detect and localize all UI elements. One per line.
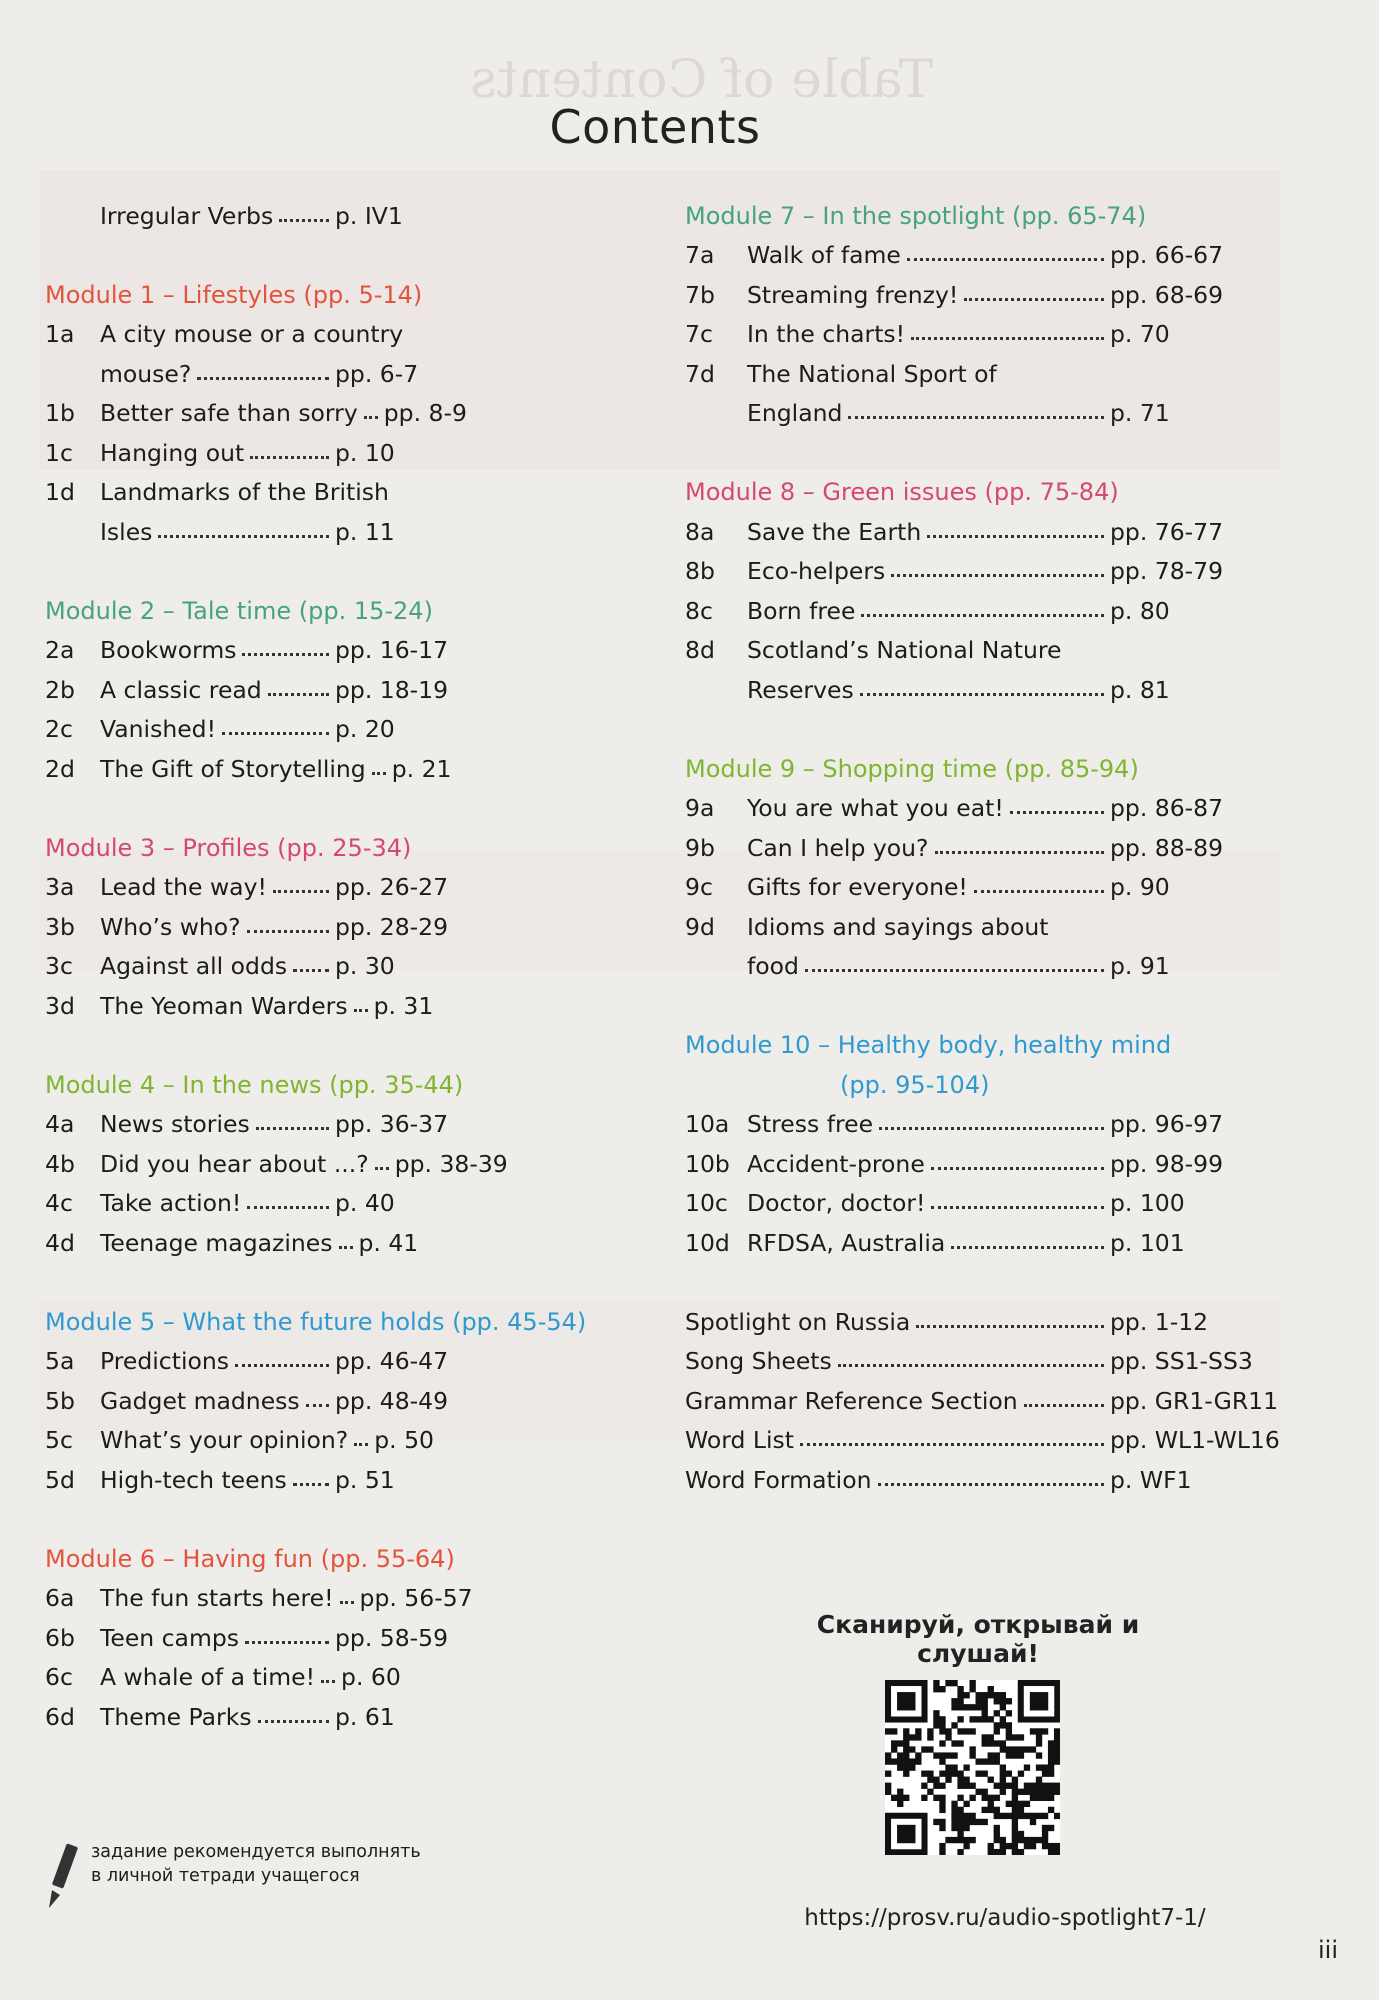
lesson-title: Scotland’s National Nature [747, 636, 1062, 664]
toc-entry[interactable] [685, 309, 1260, 349]
lesson-title: The Gift of Storytelling [100, 754, 366, 783]
dot-leader [293, 1483, 329, 1486]
page-ref: p. 70 [1110, 320, 1170, 348]
spacer [685, 427, 1260, 467]
page-ref: pp. 38-39 [394, 1149, 508, 1178]
dot-leader [911, 337, 1104, 340]
page-ref: p. 40 [335, 1189, 395, 1217]
lesson-title: Streaming frenzy! [747, 280, 959, 309]
lesson-title: food [747, 952, 799, 980]
lesson-code: 8b [685, 557, 715, 585]
lesson-code: 1d [45, 478, 75, 506]
toc-entry[interactable] [685, 269, 1260, 309]
lesson-code: 8a [685, 517, 715, 546]
lesson-code: 2b [45, 675, 75, 704]
dot-leader [974, 890, 1104, 893]
lesson-title: A classic read [100, 675, 262, 704]
toc-entry[interactable] [685, 1138, 1260, 1178]
toc-entry[interactable] [45, 1375, 465, 1415]
lesson-title: Eco-helpers [747, 557, 886, 585]
page-ref: p. 80 [1110, 596, 1170, 625]
toc-entry[interactable] [45, 309, 465, 349]
lesson-title: England [747, 399, 843, 427]
toc-entry[interactable] [685, 941, 1260, 981]
left-column [45, 190, 587, 1731]
toc-entry[interactable] [45, 1099, 465, 1139]
lesson-title: Gadget madness [100, 1386, 300, 1415]
lesson-title: Stress free [747, 1110, 874, 1138]
toc-entry[interactable] [685, 862, 1260, 902]
module-heading[interactable]: Module 2 – Tale time (pp. 15-24) [45, 596, 433, 625]
dot-leader [197, 377, 329, 380]
toc-entry[interactable] [685, 664, 1260, 704]
spacer [685, 1257, 1260, 1297]
page-ref: pp. 88-89 [1110, 833, 1224, 862]
lesson-title: Gifts for everyone! [747, 873, 968, 901]
lesson-code: 1b [45, 399, 75, 427]
toc-entry[interactable] [685, 585, 1260, 625]
module-heading[interactable]: Module 1 – Lifestyles (pp. 5-14) [45, 280, 423, 309]
lesson-title: Theme Parks [100, 1702, 252, 1731]
page-ref: pp. 76-77 [1110, 517, 1224, 546]
lesson-title: Take action! [100, 1189, 242, 1217]
ghost-title: Table of Contents [470, 50, 934, 110]
page-ref: pp. 78-79 [1110, 557, 1224, 585]
lesson-title: Born free [747, 596, 856, 625]
toc-entry[interactable] [685, 1217, 1260, 1257]
lesson-code: 10a [685, 1110, 730, 1138]
lesson-title: A city mouse or a country [100, 320, 404, 348]
toc-entry[interactable] [45, 1691, 465, 1731]
dot-leader [235, 1364, 329, 1367]
lesson-title: You are what you eat! [747, 794, 1004, 822]
dot-leader [860, 693, 1104, 696]
lesson-code: 8c [685, 596, 713, 625]
dot-leader [340, 1601, 354, 1604]
page-ref: pp. SS1-SS3 [1110, 1347, 1253, 1375]
qr-code[interactable] [885, 1680, 1060, 1855]
page-ref: pp. 28-29 [335, 912, 449, 941]
lesson-title: Lead the way! [100, 873, 267, 901]
page-title: Contents [549, 100, 761, 154]
lesson-code: 3b [45, 912, 75, 941]
page-ref: pp. 18-19 [335, 675, 449, 704]
dot-leader [250, 456, 329, 459]
lesson-code: 7d [685, 359, 715, 388]
toc-entry[interactable] [685, 1375, 1279, 1415]
page-ref: pp. 6-7 [335, 359, 419, 388]
spacer [45, 1494, 465, 1534]
dot-leader [258, 1720, 329, 1723]
lesson-title: Who’s who? [100, 912, 241, 941]
page-ref: pp. WL1-WL16 [1110, 1426, 1280, 1454]
lesson-code: 2a [45, 636, 75, 664]
spacer [45, 783, 465, 823]
lesson-code: 7a [685, 241, 715, 269]
toc-entry[interactable] [45, 901, 465, 941]
lesson-code: 9a [685, 794, 715, 822]
page-ref: pp. 16-17 [335, 636, 449, 664]
page-ref: p. 21 [391, 754, 452, 783]
lesson-title: What’s your opinion? [100, 1426, 349, 1454]
toc-entry[interactable] [685, 348, 1260, 388]
page-ref: pp. 36-37 [335, 1110, 449, 1138]
page-ref: p. IV1 [335, 201, 403, 230]
lesson-title: Did you hear about ...? [100, 1149, 369, 1178]
lesson-title: Accident-prone [747, 1149, 925, 1178]
page-ref: p. 91 [1110, 952, 1170, 980]
lesson-title: The fun starts here! [100, 1584, 334, 1612]
toc-entry[interactable] [45, 1415, 465, 1455]
lesson-code: 5c [45, 1426, 73, 1454]
lesson-title: RFDSA, Australia [747, 1228, 946, 1257]
lesson-code: 6b [45, 1623, 75, 1652]
dot-leader [964, 298, 1104, 301]
lesson-code: 4a [45, 1110, 75, 1138]
dot-leader [848, 416, 1104, 419]
page-ref: pp. 26-27 [335, 873, 449, 901]
toc-entry[interactable] [45, 1612, 465, 1652]
right-column [685, 190, 1280, 1494]
dot-leader [293, 969, 329, 972]
page-ref: p. 71 [1110, 399, 1170, 427]
page-ref: p. 61 [335, 1702, 395, 1731]
dot-leader [927, 535, 1104, 538]
page-ref: p. 20 [335, 715, 395, 743]
lesson-code: 10d [685, 1228, 730, 1257]
page-ref: pp. 68-69 [1110, 280, 1224, 309]
page-ref: p. 60 [341, 1663, 401, 1691]
toc-entry[interactable] [685, 1415, 1280, 1455]
lesson-title: Grammar Reference Section [685, 1386, 1018, 1415]
lesson-title: Irregular Verbs [100, 201, 274, 230]
lesson-code: 3c [45, 952, 73, 980]
lesson-title: Song Sheets [685, 1347, 832, 1375]
page-ref: p. 101 [1110, 1228, 1185, 1257]
lesson-code: 1c [45, 438, 73, 467]
page-ref: p. 11 [335, 517, 395, 546]
dot-leader [245, 1641, 329, 1644]
toc-entry[interactable] [685, 783, 1260, 823]
dot-leader [907, 258, 1104, 261]
lesson-code: 4c [45, 1189, 73, 1217]
toc-entry[interactable] [45, 743, 465, 783]
dot-leader [354, 1009, 368, 1012]
page-ref: p. WF1 [1110, 1465, 1192, 1494]
lesson-title: Word Formation [685, 1465, 872, 1494]
lesson-title: Spotlight on Russia [685, 1307, 911, 1336]
dot-leader [242, 653, 329, 656]
toc-entry[interactable] [45, 1217, 465, 1257]
dot-leader [805, 969, 1104, 972]
toc-entry[interactable] [45, 980, 465, 1020]
lesson-title: Predictions [100, 1347, 229, 1375]
toc-entry[interactable] [45, 348, 465, 388]
module-heading[interactable]: Module 5 – What the future holds (pp. 45-54) [45, 1307, 587, 1336]
page-ref: pp. 56-57 [359, 1584, 473, 1612]
lesson-code: 5b [45, 1386, 75, 1415]
lesson-title: News stories [100, 1110, 250, 1138]
lesson-title: Landmarks of the British [100, 478, 389, 506]
toc-entry[interactable] [45, 704, 465, 744]
dot-leader [273, 890, 329, 893]
lesson-title: Save the Earth [747, 517, 922, 546]
dot-leader [268, 693, 329, 696]
scan-heading: Сканируй, открывай и слушай! [816, 1610, 1140, 1668]
dot-leader [372, 772, 386, 775]
dot-leader [279, 219, 329, 222]
dot-leader [222, 732, 329, 735]
dot-leader [375, 1167, 389, 1170]
lesson-code: 9d [685, 912, 715, 941]
toc-entry[interactable] [685, 901, 1260, 941]
dot-leader [838, 1364, 1104, 1367]
module-heading[interactable]: Module 4 – In the news (pp. 35-44) [45, 1070, 464, 1099]
page-ref: pp. 66-67 [1110, 241, 1224, 269]
page-ref: pp. GR1-GR11 [1110, 1386, 1279, 1415]
dot-leader [306, 1404, 329, 1407]
page-ref: pp. 98-99 [1110, 1149, 1224, 1178]
pen-icon [45, 1840, 81, 1910]
toc-entry[interactable] [45, 1652, 465, 1692]
toc-entry[interactable] [685, 1099, 1260, 1139]
dot-leader [916, 1325, 1104, 1328]
toc-entry[interactable] [685, 625, 1260, 665]
toc-entry[interactable] [45, 388, 465, 428]
dot-leader [321, 1680, 335, 1683]
lesson-title: Bookworms [100, 636, 237, 664]
lesson-code: 2d [45, 754, 75, 783]
page-ref: p. 31 [373, 991, 434, 1020]
lesson-code: 1a [45, 320, 75, 348]
module-heading[interactable]: Module 6 – Having fun (pp. 55-64) [45, 1544, 455, 1573]
lesson-code: 4b [45, 1149, 75, 1178]
lesson-code: 6d [45, 1702, 75, 1731]
lesson-code: 5a [45, 1347, 75, 1375]
lesson-title: Doctor, doctor! [747, 1189, 926, 1217]
module-heading[interactable]: Module 3 – Profiles (pp. 25-34) [45, 833, 412, 862]
module-heading[interactable]: Module 8 – Green issues (pp. 75-84) [685, 478, 1119, 506]
page-ref: pp. 46-47 [335, 1347, 449, 1375]
lesson-title: Idioms and sayings about [747, 912, 1049, 941]
toc-entry[interactable] [45, 625, 465, 665]
toc-entry[interactable] [685, 1296, 1260, 1336]
lesson-code: 8d [685, 636, 715, 664]
lesson-code: 7c [685, 320, 713, 348]
dot-leader [364, 416, 378, 419]
dot-leader [256, 1127, 329, 1130]
toc-entry[interactable] [685, 1336, 1260, 1376]
page-ref: pp. 1-12 [1110, 1307, 1209, 1336]
dot-leader [891, 574, 1104, 577]
lesson-title: Reserves [747, 675, 854, 704]
spacer [685, 704, 1260, 744]
dot-leader [1024, 1404, 1104, 1407]
lesson-title: Hanging out [100, 438, 245, 467]
lesson-code: 6c [45, 1663, 73, 1691]
spacer [45, 546, 465, 586]
page-ref: p. 100 [1110, 1189, 1185, 1217]
note-line-1: задание рекомендуется выполнять [91, 1842, 421, 1862]
toc-entry[interactable] [45, 941, 465, 981]
lesson-title: Vanished! [100, 715, 217, 743]
lesson-code: 2c [45, 715, 73, 743]
toc-entry[interactable] [685, 822, 1260, 862]
lesson-code: 10c [685, 1189, 728, 1217]
lesson-title: High-tech teens [100, 1465, 287, 1494]
page-ref: p. 30 [335, 952, 395, 980]
module-heading[interactable]: Module 9 – Shopping time (pp. 85-94) [685, 754, 1139, 783]
lesson-title: mouse? [100, 359, 192, 388]
lesson-code: 10b [685, 1149, 730, 1178]
lesson-title: Teen camps [100, 1623, 240, 1652]
module-heading[interactable]: Module 7 – In the spotlight (pp. 65-74) [685, 201, 1147, 230]
lesson-code: 9b [685, 833, 715, 862]
page-ref: pp. 48-49 [335, 1386, 449, 1415]
toc-entry[interactable] [45, 862, 465, 902]
spacer [685, 980, 1260, 1020]
page-ref: pp. 86-87 [1110, 794, 1224, 822]
note-line-2: в личной тетради учащегося [91, 1866, 360, 1886]
toc-entry[interactable] [45, 1336, 465, 1376]
dot-leader [247, 1206, 329, 1209]
dot-leader [878, 1483, 1105, 1486]
toc-entry[interactable] [45, 664, 465, 704]
lesson-code: 4d [45, 1228, 75, 1257]
module-heading[interactable]: Module 10 – Healthy body, healthy mind [685, 1031, 1172, 1059]
toc-entry[interactable] [45, 1138, 508, 1178]
notebook-note [45, 1840, 465, 1910]
lesson-title: Can I help you? [747, 833, 929, 862]
dot-leader [339, 1246, 353, 1249]
toc-entry[interactable] [685, 388, 1260, 428]
dot-leader [1010, 811, 1104, 814]
dot-leader [354, 1443, 368, 1446]
page-ref: pp. 58-59 [335, 1623, 449, 1652]
toc-entry[interactable] [45, 467, 465, 507]
dot-leader [935, 851, 1105, 854]
lesson-title: A whale of a time! [100, 1663, 316, 1691]
lesson-title: Isles [100, 517, 153, 546]
toc-entry[interactable] [45, 506, 465, 546]
spacer [45, 1020, 465, 1060]
dot-leader [951, 1246, 1104, 1249]
lesson-code: 5d [45, 1465, 75, 1494]
lesson-title: Teenage magazines [100, 1228, 333, 1257]
dot-leader [861, 614, 1104, 617]
lesson-code: 7b [685, 280, 715, 309]
toc-entry[interactable] [685, 1178, 1260, 1218]
toc-entry[interactable] [45, 1454, 465, 1494]
toc-entry[interactable] [45, 190, 465, 230]
lesson-code: 6a [45, 1584, 75, 1612]
dot-leader [158, 535, 329, 538]
toc-entry[interactable] [45, 427, 465, 467]
page-ref: p. 41 [358, 1228, 419, 1257]
dot-leader [800, 1443, 1104, 1446]
lesson-title: Word List [685, 1426, 794, 1454]
lesson-title: The National Sport of [747, 359, 997, 388]
lesson-title: Better safe than sorry [100, 399, 358, 427]
lesson-code: 3a [45, 873, 75, 901]
toc-entry[interactable] [685, 546, 1260, 586]
toc-entry[interactable] [685, 1454, 1260, 1494]
lesson-title: Against all odds [100, 952, 288, 980]
toc-entry[interactable] [45, 1573, 473, 1613]
lesson-code: 9c [685, 873, 713, 901]
dot-leader [879, 1127, 1104, 1130]
toc-entry[interactable] [685, 230, 1260, 270]
page-number: iii [1318, 1936, 1339, 1964]
dot-leader [247, 930, 329, 933]
dot-leader [931, 1167, 1104, 1170]
toc-entry[interactable] [685, 506, 1260, 546]
lesson-code: 3d [45, 991, 75, 1020]
page-ref: pp. 96-97 [1110, 1110, 1224, 1138]
lesson-title: In the charts! [747, 320, 906, 348]
page-ref: p. 90 [1110, 873, 1170, 901]
page-ref: pp. 8-9 [383, 399, 467, 427]
spacer [45, 230, 465, 270]
lesson-title: The Yeoman Warders [100, 991, 348, 1020]
page-ref: p. 10 [335, 438, 395, 467]
page-ref: p. 51 [335, 1465, 395, 1494]
module-heading[interactable]: (pp. 95-104) [840, 1070, 990, 1099]
dot-leader [931, 1206, 1104, 1209]
toc-entry[interactable] [45, 1178, 465, 1218]
page-ref: p. 50 [374, 1426, 434, 1454]
audio-url-link[interactable]: https://prosv.ru/audio-spotlight7-1/ [804, 1905, 1206, 1931]
lesson-title: Walk of fame [747, 241, 901, 269]
page-ref: p. 81 [1110, 675, 1170, 704]
spacer [45, 1257, 465, 1297]
